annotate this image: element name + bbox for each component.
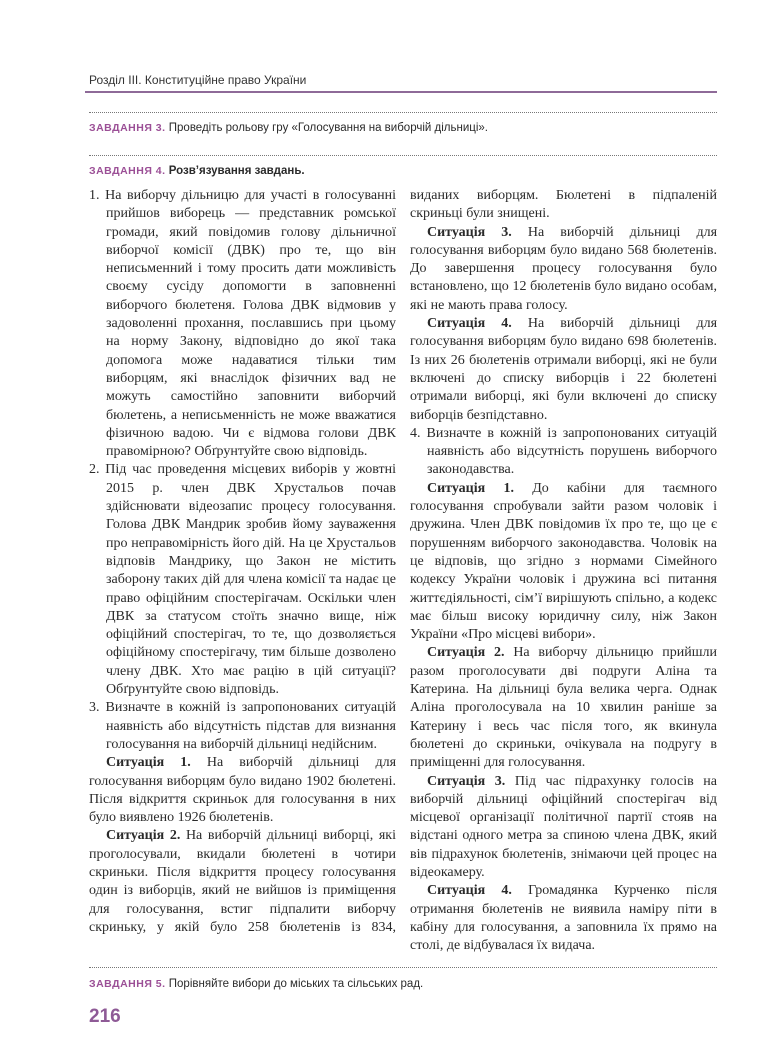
situation: Ситуація 4. Громадянка Курченко після отримання бюлетенів не виявила наміру піти в кабіну для голосування, а заповнила їх прямо на столі, де відбувалася їх видача. bbox=[410, 883, 718, 954]
task-4 bbox=[89, 163, 717, 179]
two-column-body bbox=[89, 187, 717, 955]
task-title: Розв’язування завдань. bbox=[168, 165, 305, 177]
situation: Ситуація 1. До кабіни для таємного голосування спробували зайти разом чоловік і дружина. Член ДВК повідомив їх про те, що це є порушенням виборчого законодавства. Чоловік на це відповів, що згідно з нормами Сімейного кодексу України чоловік і дружина всі питання життєдіяльності, сім’ї вирішують спільно, а кодекс має більш високу юридичну силу, ніж Закон України «Про місцеві вибори». bbox=[410, 480, 718, 643]
divider bbox=[89, 112, 717, 113]
task-text: Порівняйте вибори до міських та сільських рад. bbox=[168, 978, 424, 991]
divider bbox=[89, 155, 717, 156]
page-number: 216 bbox=[89, 1006, 121, 1028]
task-label: ЗАВДАННЯ 5. bbox=[89, 978, 166, 991]
task-3 bbox=[89, 120, 717, 136]
situation: Ситуація 3. На виборчій дільниці для голосування виборцям було видано 568 бюлетенів. До завершення процесу голосування було встановлено, що 12 бюлетенів було видано особам, які не мають права голосу. bbox=[410, 224, 718, 313]
exercise-2: 2. Під час проведення місцевих виборів у жовтні 2015 р. член ДВК Хрустальов почав здійснювати відеозапис процесу голосування. Голова ДВК Мандрик зробив йому зауваження про неправомірність його дій. На це Хрустальов відповів Мандрику, що Закон не містить заборону таких дій для члена комісії та надає це право офіційним спостерігачам. Оскільки член ДВК за статусом стоїть значно вище, ніж офіційний спостерігач, то те, що дозволяється офіційному спостерігачу, тим більше дозволено члену ДВК. Хто має рацію в цій ситуації? Обґрунтуйте свою відповідь. bbox=[89, 462, 396, 698]
exercise-1: 1. На виборчу дільницю для участі в голосуванні прийшов виборець — представник ромської громади, який повідомив голову дільничної виборчої комісії (ДВК) про те, що він неписьменний і тому просить дати можливість своєму сусіду допомогти в заповненні виборчого бюлетеня. Голова ДВК відмовив у задоволенні прохання, пославшись при цьому на норму Закону, відповідно до якої така допомога може надаватися тільки тим виборцям, які внаслідок фізичних вад не можуть самостійно заповнити виборчий бюлетень, а неписьменність не може вважатися фізичною вадою. Чи є відмова голови ДВК правомірною? Обґрунтуйте свою відповідь. bbox=[89, 188, 396, 460]
situation: Ситуація 1. На виборчій дільниці для голосування виборцям було видано 1902 бюлетені. Після відкриття скриньок для голосування в них було виявлено 1926 бюлетенів. bbox=[89, 755, 397, 826]
task-label: ЗАВДАННЯ 3. bbox=[89, 122, 166, 134]
exercise-4: 4. Визначте в кожній із запропонованих ситуацій наявність або відсутність порушень виборчого законодавства. bbox=[410, 425, 717, 478]
task-text: Проведіть рольову гру «Голосування на виборчій дільниці». bbox=[168, 122, 488, 134]
divider bbox=[89, 967, 717, 968]
section-header: Розділ ІІІ. Конституційне право України bbox=[89, 73, 307, 87]
situation: Ситуація 2. На виборчій дільниці виборці, які проголосували, вкидали бюлетені в чотири скриньки. Після відкриття процесу голосування один із виборців, який не вийшов із приміщення для голосування, встиг підпалити виборчу скриньку, у якій було 258 бюлетенів із 834, виданих виборцям. Бюлетені в підпаленій скриньці були знищені. bbox=[89, 188, 717, 935]
situation: Ситуація 3. Під час підрахунку голосів на виборчій дільниці офіційний спостерігач від місцевої організації політичної партії стояв на відстані одного метра за спиною члена ДВК, який вів підрахунок бюлетенів, знімаючи цей процес на відеокамеру. bbox=[410, 773, 718, 880]
task-label: ЗАВДАННЯ 4. bbox=[89, 165, 166, 177]
situation: Ситуація 4. На виборчій дільниці для голосування виборцям було видано 698 бюлетенів. Із них 26 бюлетенів отримали виборці, які не були включені до списку виборців і 22 бюлетені отримали виборці, які були включені до списку виборців безпідставно. bbox=[410, 316, 718, 423]
task-5 bbox=[89, 976, 717, 992]
header-rule bbox=[85, 91, 717, 93]
situation: Ситуація 2. На виборчу дільницю прийшли разом проголосувати дві подруги Аліна та Катерина. На дільниці була велика черга. Однак Аліна проголосувала на 10 хвилин раніше за Катерину і весь час після того, як вкинула бюлетені до скриньки, очікувала на подругу в приміщенні для голосування. bbox=[410, 645, 717, 771]
exercise-3: 3. Визначте в кожній із запропонованих ситуацій наявність або відсутність підстав для визнання голосування на виборчій дільниці недійсним. bbox=[89, 700, 396, 752]
